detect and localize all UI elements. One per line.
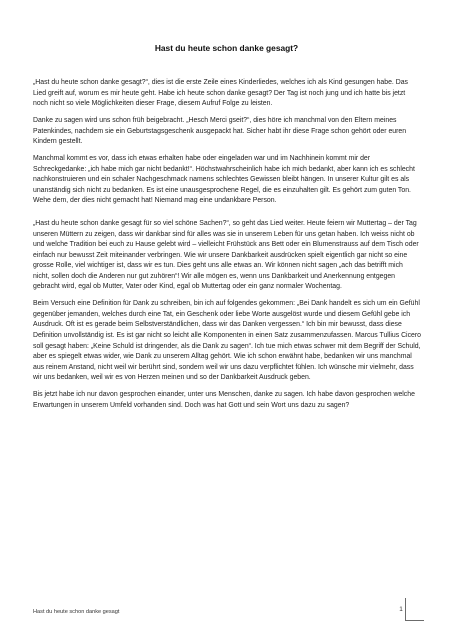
paragraph-6: Bis jetzt habe ich nur davon gesprochen einander, unter uns Menschen, danke zu sagen. Ich habe davon gesprochen welche Erwartungen in unserem Umfeld vorhanden sind. Doch was hat Gott und sein Wort uns dazu zu sagen? — [33, 391, 415, 409]
page-number: 1 — [399, 606, 403, 613]
paragraph-5: Beim Versuch eine Definition für Dank zu schreiben, bin ich auf folgendes gekommen: „Bei Dank handelt es sich um ein Gefühl gegenüber jemanden, welches durch eine Tat, ein Geschenk oder liebe Worte ausgelöst wurde und diesem Gefühl gebe ich Ausdruck. Oft ist es gerade beim Selbstverständlichen, dass wir das Danken vergessen.“ Ich bin mir bewusst, dass diese Definition unvollständig ist. Es ist gar nicht so leicht alle Komponenten in einen Satz zusammenzufassen. Marcus Tullius Cicero soll gesagt haben: „Keine Schuld ist dringender, als die Dank zu sagen“. Ich tue mich etwas schwer mit dem Begriff der Schuld, aber es spiegelt etwas wider, wie Dank zu unserem Alltag gehört. Wie ich schon erwähnt habe, bedanken wir uns manchmal aus reinem Anstand, nicht weil wir berührt sind, sondern weil wir uns dazu verpflichtet fühlen. Ich wünsche mir vielmehr, dass wir uns bedanken, weil wir es von Herzen meinen und so der Dankbarkeit Ausdruck geben. — [33, 300, 421, 382]
paragraph-3: Manchmal kommt es vor, dass ich etwas erhalten habe oder eingeladen war und im Nachhinein kommt mir der Schreckgedanke: „ich habe mich gar nicht bedankt!“. Höchstwahrscheinlich habe ich mich bedankt, aber kann ich es schlecht nachkonstruieren und ein schaler Nachgeschmack namens schlechtes Gewissen bleibt hängen. In unserer Kultur gilt es als unanständig sich nicht zu bedanken. Es ist eine unausgesprochene Regel, die es einzuhalten gilt. Es gehört zum guten Ton. Wehe dem, der dies nicht gemacht hat! Niemand mag eine undankbare Person. — [33, 154, 415, 205]
page-footer: Hast du heute schon danke gesagt — [33, 609, 120, 615]
document-title: Hast du heute schon danke gesagt? — [154, 43, 299, 53]
paragraph-2: Danke zu sagen wird uns schon früh beigebracht. „Hesch Merci gseit?“, dies höre ich manchmal von den Eltern meines Patenkindes, nachdem sie ein Geburtstagsgeschenk ausgepackt hat. Sicher habt ihr diese Frage schon gehört oder euren Kindern gestellt. — [33, 116, 407, 146]
document-body — [33, 78, 421, 418]
paragraph-1: „Hast du heute schon danke gesagt?“, dies ist die erste Zeile eines Kinderliedes, welches ich als Kind gesungen habe. Das Lied greift auf, worum es mir heute geht. Habe ich heute schon danke gesagt? Der Tag ist noch jung und ich hatte bis jetzt noch nicht so viele Möglichkeiten dieser Frage, diesem Aufruf Folge zu leisten. — [33, 79, 408, 108]
paragraph-4: „Hast du heute schon danke gesagt für so viel schöne Sachen?“, so geht das Lied weiter. Heute feiern wir Muttertag – der Tag unseren Müttern zu zeigen, dass wir dankbar sind für alles was sie in unserem Leben für uns getan haben. Ich weiss nicht ob und welche Tradition bei euch zu Hause gelebt wird – vielleicht Frühstück ans Bett oder ein Blumenstrauss auf dem Tisch oder einfach nur bewusst Zeit miteinander verbringen. Wie wir unsere Dankbarkeit ausdrücken spielt eigentlich gar nicht so eine grosse Rolle, viel wichtiger ist, dass wir es tun. Dies geht uns alle etwas an. Wir können nicht sagen „ach das betrifft mich nicht, sollen doch die Anderen nur gut zuhören“! Wir alle mögen es, wenn uns Dankbarkeit und Anerkennung entgegen gebracht wird, egal ob Mutter, Vater oder Kind, egal ob Muttertag oder ein ganz normaler Wochentag. — [33, 219, 419, 291]
